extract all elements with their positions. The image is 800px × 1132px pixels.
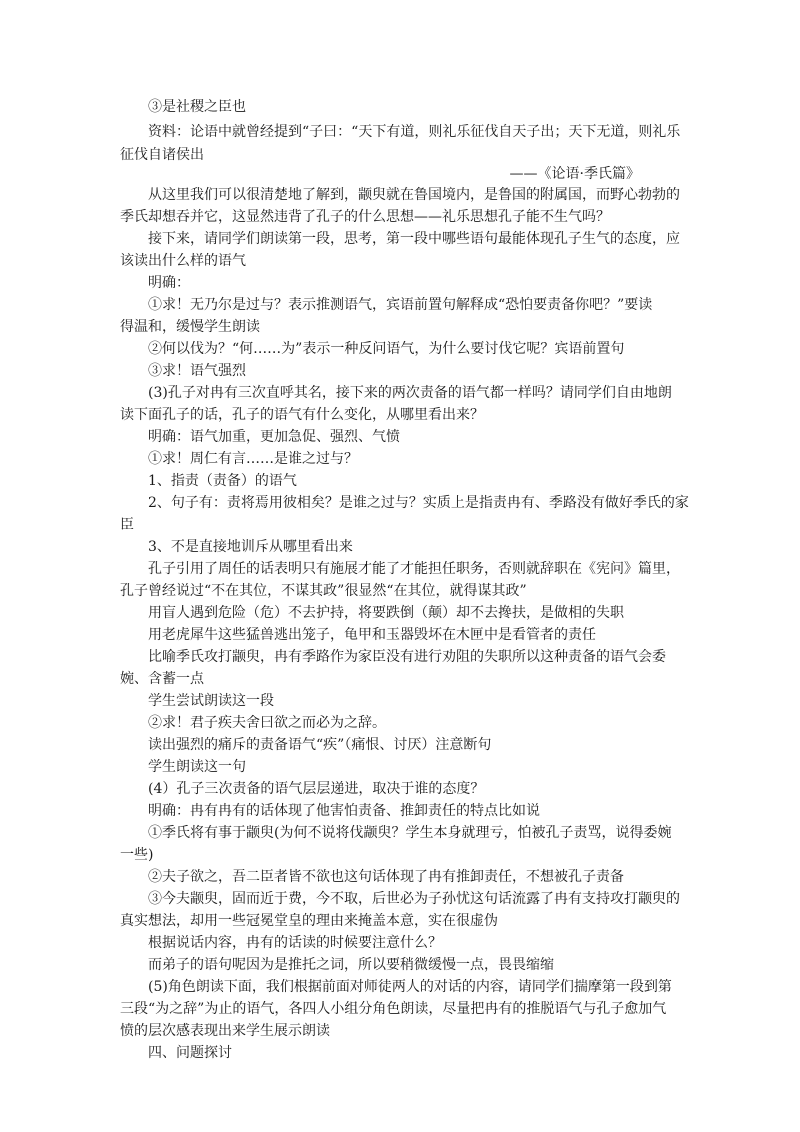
text-line: 学生朗读这一句 (148, 759, 246, 775)
text-line: 愤的层次感表现出来学生展示朗读 (120, 1023, 330, 1039)
text-line: (5)角色朗读下面，我们根据前面对师徒两人的对话的内容，请同学们揣摩第一段到第 (148, 979, 672, 995)
text-line: 根据说话内容，冉有的话读的时候要注意什么？ (148, 935, 442, 951)
text-line: 一些) (120, 847, 154, 863)
text-line: (4）孔子三次责备的语气层层递进，取决于谁的态度？ (148, 781, 485, 797)
text-line: 而弟子的语句呢因为是推托之词，所以要稍微缓慢一点，畏畏缩缩 (148, 957, 554, 973)
text-line: 用老虎犀牛这些猛兽逃出笼子，龟甲和玉器毁坏在木匣中是看管者的责任 (148, 627, 596, 643)
text-line: ③求！语气强烈 (148, 363, 246, 379)
text-line: 三段“为之辞”为止的语气，各四人小组分角色朗读，尽量把冉有的推脱语气与孔子愈加气 (120, 1001, 667, 1017)
text-line: 季氏却想吞并它，这显然违背了孔子的什么思想——礼乐思想孔子能不生气吗？ (120, 209, 610, 225)
text-line: 比喻季氏攻打颛臾，冉有季路作为家臣没有进行劝阻的失职所以这种责备的语气会委 (148, 649, 666, 665)
text-line: ②何以伐为？“何……为”表示一种反问语气，为什么要讨伐它呢？宾语前置句 (148, 341, 625, 357)
text-line: 孔子曾经说过“不在其位，不谋其政”很显然“在其位，就得谋其政” (120, 583, 527, 599)
text-line: 接下来，请同学们朗读第一段，思考，第一段中哪些语句最能体现孔子生气的态度，应 (148, 231, 680, 247)
text-line: ①求！无乃尔是过与？表示推测语气，宾语前置句解释成“恐怕要责备你吧？”要读 (148, 297, 653, 313)
text-line: ③今夫颛臾，固而近于费，今不取，后世必为子孙忧这句话流露了冉有支持攻打颛臾的 (148, 891, 680, 907)
text-line: (3)孔子对冉有三次直呼其名，接下来的两次责备的语气都一样吗？请同学们自由地朗 (148, 385, 672, 401)
text-line: ②夫子欲之，吾二臣者皆不欲也这句话体现了冉有推卸责任，不想被孔子责备 (148, 869, 624, 885)
text-line: 学生尝试朗读这一段 (148, 693, 274, 709)
text-line: 用盲人遇到危险（危）不去护持，将要跌倒（颠）却不去搀扶，是做相的失职 (148, 605, 624, 621)
text-line: ①求！周仁有言……是谁之过与？ (148, 451, 358, 467)
citation-line: ——《论语·季氏篇》 (509, 166, 640, 182)
section-heading: 四、问题探讨 (148, 1045, 232, 1061)
text-line: ①季氏将有事于颛臾(为何不说将伐颛臾？学生本身就理亏，怕被孔子责骂，说得委婉 (148, 825, 672, 841)
text-line: 征伐自诸侯出 (120, 147, 204, 163)
text-line: 从这里我们可以很清楚地了解到，颛臾就在鲁国境内，是鲁国的附属国，而野心勃勃的 (148, 187, 680, 203)
text-line: 1、指责（责备）的语气 (148, 473, 297, 489)
text-line: 婉、含蓄一点 (120, 671, 204, 687)
text-line: 3、不是直接地训斥从哪里看出来 (148, 539, 353, 555)
text-line: ③是社稷之臣也 (148, 99, 246, 115)
text-line: 资料：论语中就曾经提到“子曰：“天下有道，则礼乐征伐自天子出；天下无道，则礼乐 (148, 124, 681, 140)
text-line: 明确：冉有冉有的话体现了他害怕责备、推卸责任的特点比如说 (148, 803, 540, 819)
text-line: ②求！君子疾夫舍曰欲之而必为之辞。 (148, 715, 386, 731)
text-line: 该读出什么样的语气 (120, 253, 246, 269)
text-line: 2、句子有：责将焉用彼相矣？是谁之过与？实质上是指责冉有、季路没有做好季氏的家 (148, 495, 689, 511)
text-line: 读出强烈的痛斥的责备语气“疾”（痛恨、讨厌）注意断句 (148, 737, 492, 753)
text-line: 明确： (148, 275, 190, 291)
text-line: 真实想法，却用一些冠冕堂皇的理由来掩盖本意，实在很虚伪 (120, 913, 498, 929)
text-line: 明确：语气加重，更加急促、强烈、气愤 (148, 429, 400, 445)
text-line: 臣 (120, 517, 134, 533)
text-line: 得温和，缓慢学生朗读 (120, 319, 260, 335)
text-line: 孔子引用了周任的话表明只有施展才能了才能担任职务，否则就辞职在《宪问》篇里， (148, 561, 680, 577)
text-line: 读下面孔子的话，孔子的语气有什么变化，从哪里看出来？ (120, 407, 484, 423)
